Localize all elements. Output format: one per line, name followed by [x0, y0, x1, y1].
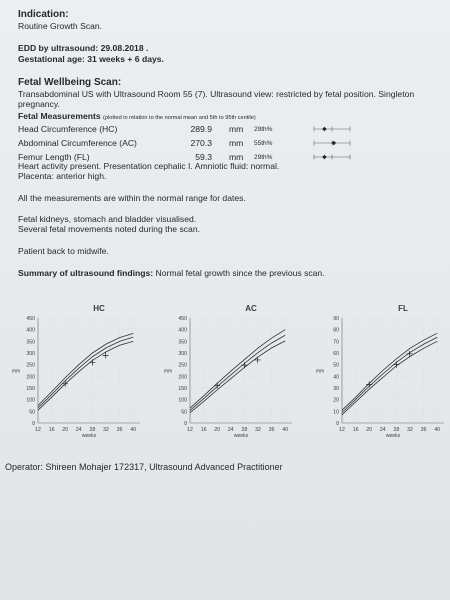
chart-x-tick-label: 40 [130, 427, 137, 433]
measurements-heading: Fetal Measurements [18, 111, 101, 121]
chart-y-tick-label: 300 [26, 351, 35, 357]
summary-line [18, 268, 325, 278]
chart-y-tick-label: 50 [333, 362, 339, 369]
operator-line: Operator: Shireen Mohajer 172317, Ultrasound Advanced Practitioner [5, 462, 283, 472]
ac-label: Abdominal Circumference (AC) [18, 138, 137, 148]
chart-y-tick-label: 250 [26, 362, 35, 369]
hc-value: 289.9 [190, 124, 212, 134]
chart-x-axis-label: weeks [81, 433, 97, 439]
chart-y-tick-label: 90 [333, 316, 339, 322]
chart-x-axis-label: weeks [385, 433, 401, 439]
wellbeing-heading: Fetal Wellbeing Scan: [18, 77, 122, 88]
chart-y-axis-label: mm [163, 368, 173, 375]
ac-growth-chart [152, 296, 302, 446]
chart-x-tick-label: 24 [75, 427, 82, 433]
chart-x-tick-label: 24 [379, 427, 386, 433]
chart-centile-line [342, 341, 437, 415]
chart-y-tick-label: 400 [178, 327, 187, 334]
chart-y-tick-label: 70 [333, 339, 339, 346]
chart-measurement-marker [366, 382, 372, 388]
fl-growth-chart [304, 296, 450, 446]
ac-unit: mm [229, 138, 244, 148]
chart-y-tick-label: 350 [26, 339, 35, 346]
indication-heading: Indication: [18, 9, 69, 20]
chart-y-axis-label: mm [11, 368, 21, 375]
chart-y-axis-label: mm [315, 368, 325, 375]
chart-y-tick-label: 100 [26, 397, 35, 404]
chart-x-tick-label: 32 [407, 427, 413, 433]
chart-y-tick-label: 450 [178, 316, 187, 322]
chart-x-tick-label: 32 [103, 427, 109, 433]
chart-title: AC [245, 304, 257, 313]
chart-y-tick-label: 20 [333, 397, 339, 404]
chart-x-tick-label: 40 [434, 427, 441, 433]
chart-measurement-marker [393, 362, 399, 368]
chart-x-tick-label: 16 [200, 427, 207, 433]
chart-y-tick-label: 50 [29, 409, 35, 416]
chart-x-tick-label: 32 [255, 427, 261, 433]
chart-x-tick-label: 20 [62, 427, 69, 433]
centile-marker [322, 127, 327, 132]
fl-label: Femur Length (FL) [18, 152, 90, 162]
chart-x-tick-label: 12 [339, 427, 345, 433]
chart-x-tick-label: 36 [268, 427, 275, 433]
heart-activity-line: Heart activity present. Presentation cephalic I. Amniotic fluid: normal. [18, 161, 280, 171]
fl-centile: 29th% [254, 154, 273, 161]
fl-unit: mm [229, 152, 244, 162]
chart-title: HC [93, 304, 105, 313]
chart-y-tick-label: 200 [178, 374, 187, 381]
chart-y-tick-label: 30 [333, 386, 339, 392]
chart-measurement-marker [89, 359, 95, 365]
ac-value: 270.3 [190, 138, 212, 148]
chart-x-tick-label: 28 [241, 427, 248, 433]
measurements-note: (plotted in relation to the normal mean and 5th to 95th centile) [103, 115, 256, 121]
chart-x-axis-label: weeks [233, 433, 249, 439]
hc-label: Head Circumference (HC) [18, 124, 118, 134]
chart-y-tick-label: 350 [178, 339, 187, 346]
midwife-line: Patient back to midwife. [18, 246, 109, 256]
chart-measurement-marker [255, 357, 261, 363]
chart-title: FL [398, 304, 408, 313]
chart-x-tick-label: 20 [366, 427, 373, 433]
centile-indicator-graphic [0, 0, 450, 170]
normal-range-line: All the measurements are within the normal range for dates. [18, 193, 246, 203]
chart-x-tick-label: 28 [89, 427, 96, 433]
chart-y-tick-label: 200 [26, 374, 35, 381]
wellbeing-description: Transabdominal US with Ultrasound Room 55 (7). Ultrasound view: restricted by fetal position. Singleton pregnancy. [18, 89, 415, 109]
chart-y-tick-label: 40 [333, 374, 339, 381]
kidneys-line: Fetal kidneys, stomach and bladder visualised. [18, 214, 197, 224]
chart-x-tick-label: 24 [227, 427, 234, 433]
chart-x-tick-label: 16 [352, 427, 359, 433]
summary-label: Summary of ultrasound findings: [18, 268, 154, 278]
fl-value: 59.3 [195, 152, 212, 162]
chart-y-tick-label: 250 [178, 362, 187, 369]
chart-y-tick-label: 50 [181, 409, 187, 416]
chart-y-tick-label: 150 [178, 386, 187, 392]
chart-x-tick-label: 36 [116, 427, 123, 433]
indication-text: Routine Growth Scan. [18, 21, 103, 31]
chart-y-tick-label: 400 [26, 327, 35, 334]
chart-y-tick-label: 0 [32, 421, 35, 427]
chart-y-tick-label: 10 [333, 409, 339, 416]
chart-x-tick-label: 28 [393, 427, 400, 433]
chart-x-tick-label: 12 [35, 427, 41, 433]
chart-y-tick-label: 0 [336, 421, 339, 427]
movements-line: Several fetal movements noted during the scan. [18, 224, 201, 234]
chart-centile-line [190, 341, 285, 413]
chart-centile-line [38, 333, 133, 405]
chart-x-tick-label: 36 [420, 427, 427, 433]
ac-centile: 55th% [254, 140, 273, 147]
summary-text: Normal fetal growth since the previous scan. [155, 268, 325, 278]
gestational-age-line: Gestational age: 31 weeks + 6 days. [18, 54, 164, 64]
chart-measurement-marker [241, 362, 247, 368]
chart-y-tick-label: 0 [184, 421, 187, 427]
edd-line: EDD by ultrasound: 29.08.2018 . [18, 43, 149, 53]
chart-y-tick-label: 300 [178, 351, 187, 357]
chart-y-tick-label: 60 [333, 351, 339, 357]
chart-y-tick-label: 100 [178, 397, 187, 404]
chart-x-tick-label: 20 [214, 427, 221, 433]
chart-x-tick-label: 16 [48, 427, 55, 433]
hc-unit: mm [229, 124, 244, 134]
chart-y-tick-label: 450 [26, 316, 35, 322]
hc-centile: 29th% [254, 126, 273, 133]
chart-x-tick-label: 12 [187, 427, 193, 433]
hc-growth-chart [0, 296, 150, 446]
placenta-line: Placenta: anterior high. [18, 171, 107, 181]
centile-marker [322, 155, 327, 160]
chart-y-tick-label: 150 [26, 386, 35, 392]
chart-centile-line [38, 337, 133, 408]
chart-x-tick-label: 40 [282, 427, 289, 433]
chart-y-tick-label: 80 [333, 327, 339, 334]
